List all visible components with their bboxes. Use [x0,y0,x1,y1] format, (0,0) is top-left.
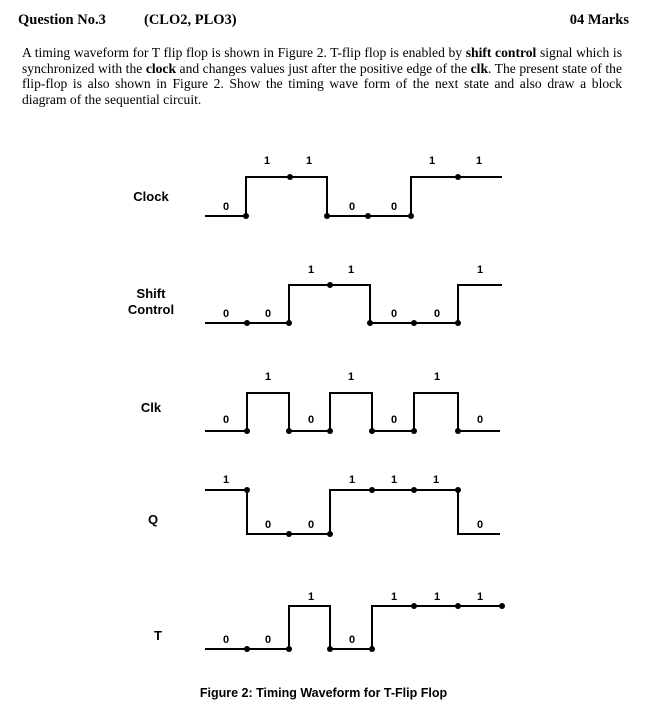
waveform-shift-dots [244,282,461,326]
q-bit-3: 1 [348,474,356,486]
clk-bit-3: 1 [347,371,355,383]
shift-bit-5: 0 [433,308,441,320]
signal-label-clk: Clk [140,400,162,415]
marks-label: 04 Marks [569,12,629,28]
t-bit-3: 0 [348,634,356,646]
clock-bit-6: 1 [475,155,483,167]
question-text-part: signal which is synchronized with the [22,45,622,76]
waveform-q-dots [244,487,461,537]
t-bit-6: 1 [476,591,484,603]
waveform-q [205,490,500,534]
clk-bit-1: 1 [264,371,272,383]
clk-bit-0: 0 [222,414,230,426]
clock-bit-5: 1 [428,155,436,167]
clock-bit-1: 1 [263,155,271,167]
clock-bit-3: 0 [348,201,356,213]
waveform-t-dots [244,603,505,652]
question-text-part: . The present state of the flip-flop is also shown in Figure 2. Show the timing wave form of the next state and also draw a block diagram of the sequential circuit. [22,60,622,107]
clk-bit-4: 0 [390,414,398,426]
t-bit-5: 1 [433,591,441,603]
figure-caption: Figure 2: Timing Waveform for T-Flip Flop [199,686,448,700]
t-bit-2: 1 [307,591,315,603]
waveform-clk-dots [244,428,461,434]
shift-bit-3: 1 [347,264,355,276]
signal-label-clock: Clock [133,189,169,204]
t-bit-0: 0 [222,634,230,646]
shift-bit-0: 0 [222,308,230,320]
question-text-part: A timing waveform for T flip flop is shown in Figure 2. T-flip flop is enabled by [22,45,466,60]
clk-bit-5: 1 [433,371,441,383]
question-number: Question No.3 [18,12,106,28]
shift-bit-1: 0 [264,308,272,320]
signal-label-t: T [154,628,162,643]
shift-bit-2: 1 [307,264,315,276]
t-bit-1: 0 [264,634,272,646]
q-bit-4: 1 [390,474,398,486]
clo-plo-label: (CLO2, PLO3) [144,12,237,28]
shift-bit-6: 1 [476,264,484,276]
clock-bit-4: 0 [390,201,398,213]
clk-bit-6: 0 [476,414,484,426]
question-text-part: and changes values just after the positive edge of the [176,60,471,76]
q-bit-5: 1 [432,474,440,486]
q-bit-0: 1 [222,474,230,486]
t-bit-4: 1 [390,591,398,603]
q-bit-2: 0 [307,519,315,531]
clock-bit-2: 1 [305,155,313,167]
signal-label-shift: Shift Control [127,286,175,317]
signal-label-q: Q [147,512,159,527]
shift-bit-4: 0 [390,308,398,320]
clock-bit-0: 0 [222,201,230,213]
keyword-shift-control: shift control [465,45,537,60]
clk-bit-2: 0 [307,414,315,426]
q-bit-1: 0 [264,519,272,531]
q-bit-6: 0 [476,519,484,531]
keyword-clock: clock [145,60,177,76]
waveform-shift-control [205,285,502,323]
keyword-clk: clk [470,60,489,76]
waveform-clk [205,393,500,431]
